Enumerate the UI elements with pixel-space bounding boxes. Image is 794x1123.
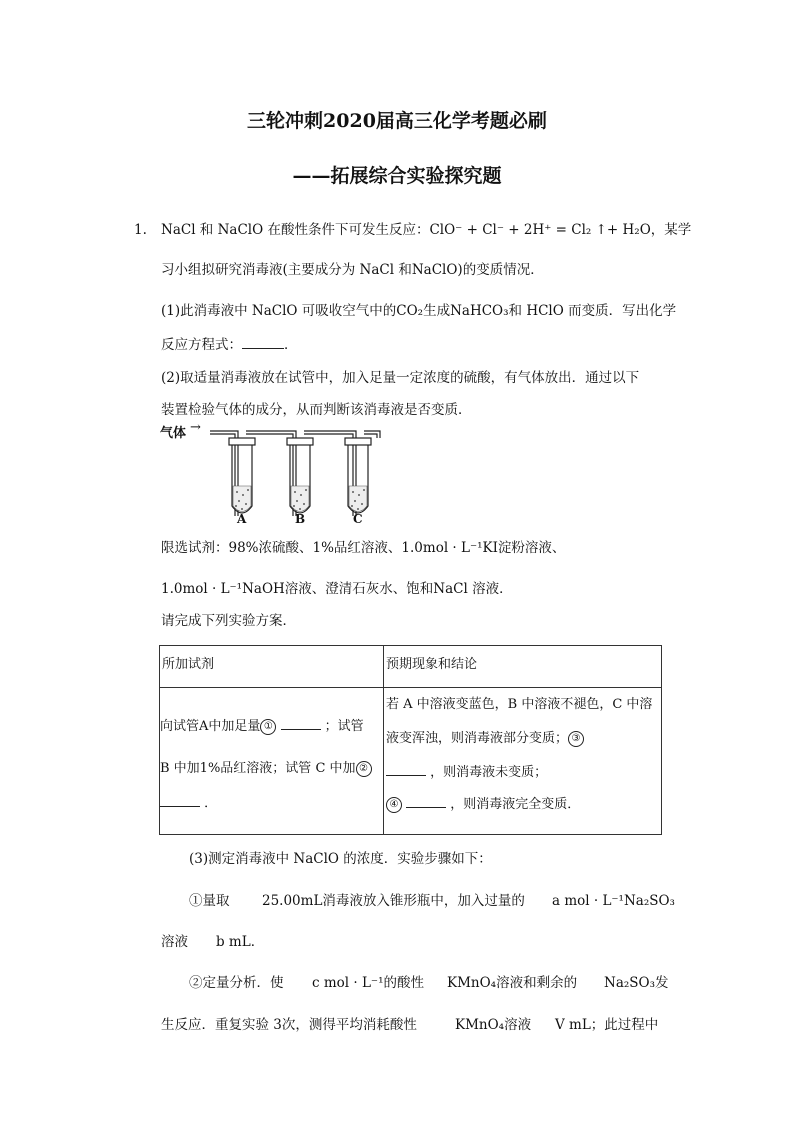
header-cell-reagents bbox=[160, 646, 384, 688]
part1-end: ． bbox=[284, 337, 298, 353]
page-title-line1: 三轮冲刺2020届高三化学考题必刷 bbox=[247, 110, 547, 132]
gas-arrow-icon: → bbox=[190, 420, 201, 435]
phenomena-text-c: ，则消毒液完全变质． bbox=[450, 797, 581, 812]
part2-line2: 装置检验气体的成分，从而判断该消毒液是否变质． bbox=[161, 402, 472, 418]
step1-c: a mol · L⁻¹Na₂SO₃ bbox=[552, 893, 675, 909]
phenomena-line1: 若 A 中溶液变蓝色，B 中溶液不褪色，C 中溶 bbox=[386, 697, 653, 712]
step1-b: 25.00mL消毒液放入锥形瓶中，加入过量的 bbox=[262, 893, 525, 909]
reagent-text-b: ；试管 bbox=[324, 719, 364, 734]
reagent-text-d: ． bbox=[204, 796, 218, 811]
reagent-line3 bbox=[160, 792, 217, 811]
step1-e: b mL． bbox=[216, 934, 265, 950]
part3-line1: (3)测定消毒液中 NaClO 的浓度．实验步骤如下： bbox=[189, 851, 492, 867]
intro-equation: ClO⁻ + Cl⁻ + 2H⁺ = Cl₂ ↑+ H₂O bbox=[429, 222, 651, 238]
table-row bbox=[160, 688, 662, 835]
phenomena-cell bbox=[384, 688, 662, 835]
answer-blank[interactable] bbox=[242, 336, 284, 349]
reagent-text-a: 向试管A中加足量 bbox=[160, 719, 261, 734]
reagent-cell bbox=[160, 688, 384, 835]
reagents-line1: 限选试剂：98%浓硫酸、1%品红溶液、1.0mol · L⁻¹KI淀粉溶液、 bbox=[161, 540, 566, 556]
part1-line1: (1)此消毒液中 NaClO 可吸收空气中的CO₂生成NaHCO₃和 HClO 而变质．写出化学 bbox=[161, 303, 677, 319]
question-number: 1. bbox=[134, 222, 147, 238]
step2-g: V mL；此过程中 bbox=[555, 1017, 659, 1033]
reagent-text-c: B 中加1%品红溶液；试管 C 中加 bbox=[160, 761, 356, 776]
phenomena-line3 bbox=[386, 761, 547, 780]
phenomena-line4 bbox=[386, 793, 580, 813]
gas-label: 气体 bbox=[160, 426, 187, 441]
tube-label-c: C bbox=[353, 512, 363, 526]
step2-b: c mol · L⁻¹的酸性 bbox=[312, 975, 424, 991]
apparatus-figure bbox=[158, 420, 388, 530]
step1-a: ①量取 bbox=[189, 893, 230, 909]
phenomena-text-b: ，则消毒液未变质； bbox=[430, 765, 548, 780]
page-title-line2: ——拓展综合实验探究题 bbox=[292, 165, 502, 187]
answer-blank-1[interactable] bbox=[281, 717, 321, 730]
phenomena-line2 bbox=[386, 727, 584, 747]
circled-number-1: ① bbox=[260, 719, 276, 735]
part1-prompt: 反应方程式： bbox=[161, 337, 242, 353]
step1-d: 溶液 bbox=[161, 934, 188, 950]
phenomena-text-a: 液变浑浊，则消毒液部分变质； bbox=[386, 731, 569, 746]
part2-line1: (2)取适量消毒液放在试管中，加入足量一定浓度的硫酸，有气体放出．通过以下 bbox=[161, 370, 640, 386]
header-reagents-text: 所加试剂 bbox=[162, 657, 215, 672]
step2-d: Na₂SO₃发 bbox=[604, 975, 669, 991]
header-cell-phenomena bbox=[384, 646, 662, 688]
complete-plan-text: 请完成下列实验方案． bbox=[161, 613, 296, 629]
reagent-line1 bbox=[160, 715, 364, 735]
header-phenomena-text: 预期现象和结论 bbox=[386, 657, 478, 672]
step2-c: KMnO₄溶液和剩余的 bbox=[447, 975, 578, 991]
experiment-plan-table bbox=[159, 645, 662, 835]
answer-blank-3[interactable] bbox=[386, 763, 426, 776]
intro-line2: 习小组拟研究消毒液(主要成分为 NaCl 和NaClO)的变质情况． bbox=[161, 262, 544, 278]
answer-blank-4[interactable] bbox=[406, 795, 446, 808]
intro-text-a: NaCl 和 NaClO 在酸性条件下可发生反应： bbox=[161, 222, 430, 238]
step2-f: KMnO₄溶液 bbox=[455, 1017, 532, 1033]
circled-number-3: ③ bbox=[568, 731, 584, 747]
step2-e: 生反应．重复实验 3次，测得平均消耗酸性 bbox=[161, 1017, 417, 1033]
tube-label-a: A bbox=[237, 512, 247, 526]
circled-number-2: ② bbox=[356, 761, 372, 777]
reagent-line2 bbox=[160, 757, 372, 777]
intro-line1 bbox=[161, 220, 691, 240]
step2-a: ②定量分析．使 bbox=[189, 975, 284, 991]
table-header-row bbox=[160, 646, 662, 688]
part1-line2 bbox=[161, 335, 298, 355]
intro-text-b: ，某学 bbox=[650, 222, 692, 238]
circled-number-4: ④ bbox=[386, 797, 402, 813]
tube-label-b: B bbox=[295, 512, 306, 526]
answer-blank-2[interactable] bbox=[160, 794, 200, 807]
reagents-line2: 1.0mol · L⁻¹NaOH溶液、澄清石灰水、饱和NaCl 溶液． bbox=[161, 581, 513, 597]
